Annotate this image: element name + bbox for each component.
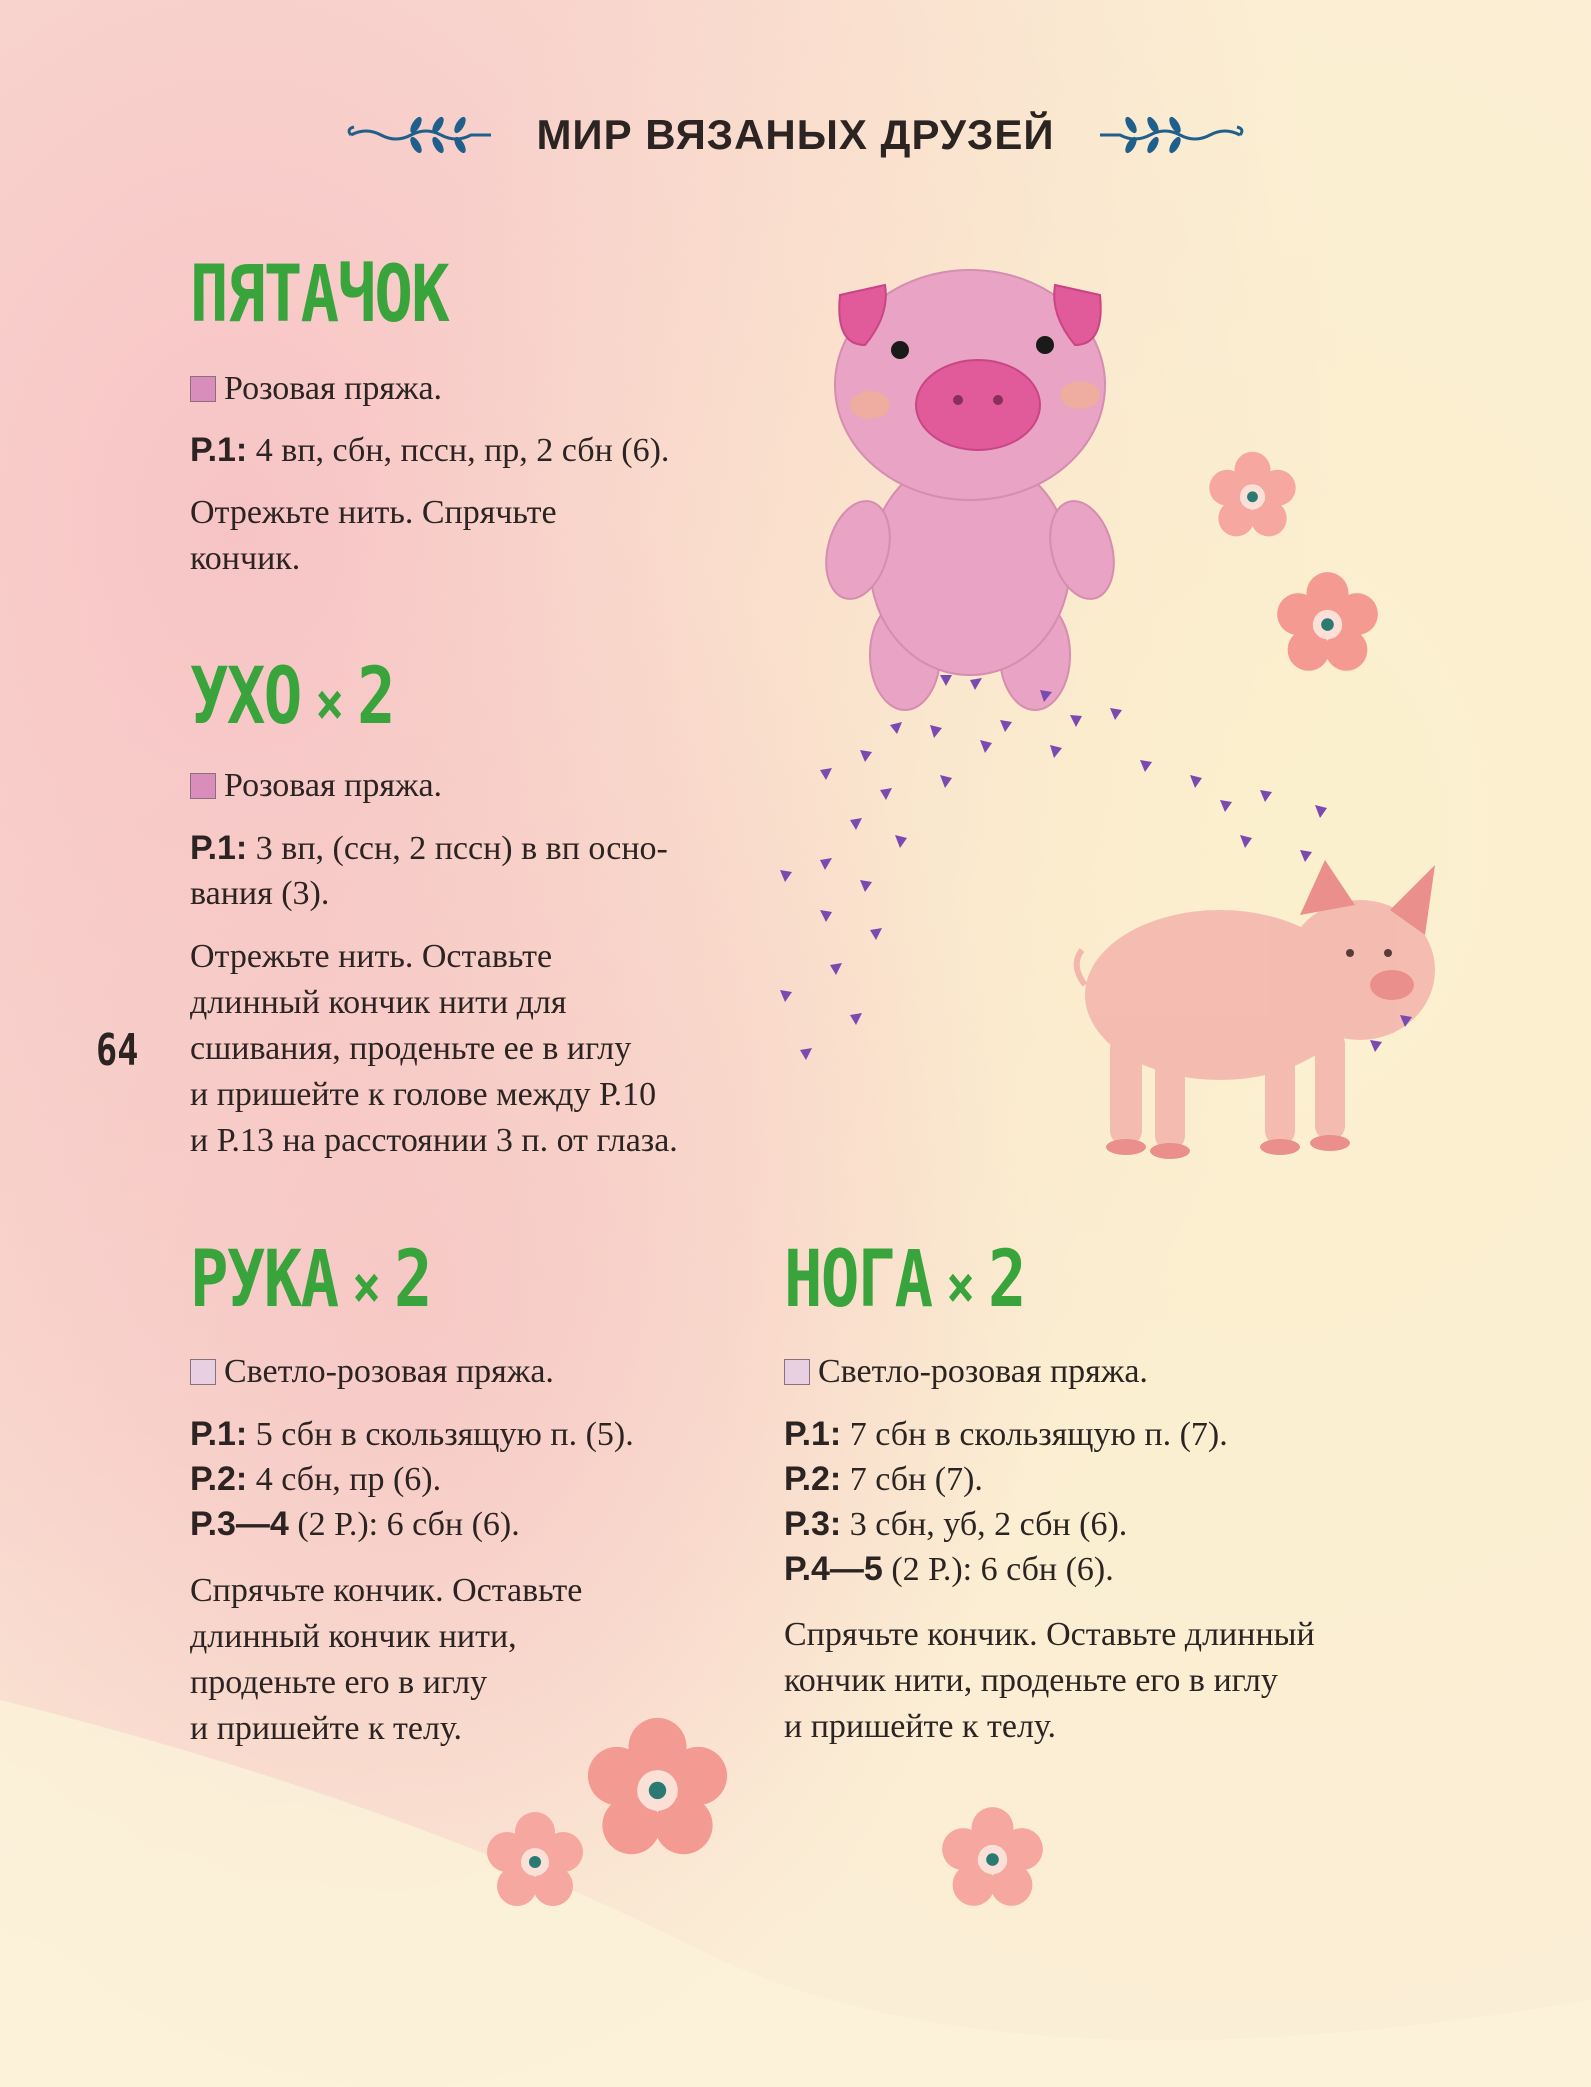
row-line: Р.4—5 (2 Р.): 6 сбн (6). [784,1550,1114,1588]
row-line: Р.1: 7 сбн в скользящую п. (7). [784,1415,1228,1453]
yarn-label: Светло-розовая пряжа. [224,1353,554,1390]
yarn-line-ear [190,767,442,805]
flower-icon [1205,450,1300,540]
yarn-label: Светло-розовая пряжа. [818,1353,1148,1390]
yarn-swatch-light-pink [784,1359,810,1385]
section-title-ear: УХО × 2 [190,652,395,742]
note-ear: Отрежьте нить. Оставьте длинный кончик нити для сшивания, проденьте ее в иглу и пришейте к голове между Р.10 и Р.13 на расстоянии 3 п. от глаза. [190,938,678,1159]
row-line: Р.3—4 (2 Р.): 6 сбн (6). [190,1505,520,1543]
section-title-snout: ПЯТАЧОК [190,250,449,340]
rows-leg [784,1412,1228,1592]
row-line: Р.2: 7 сбн (7). [784,1460,983,1498]
vine-ornament-icon [1095,115,1245,155]
note-snout: Отрежьте нить. Спрячьте кончик. [190,494,557,577]
vine-ornament-icon [346,115,496,155]
flower-icon [940,1805,1045,1910]
yarn-swatch-pink [190,376,216,402]
yarn-line-leg [784,1353,1148,1391]
note-arm: Спрячьте кончик. Оставьте длинный кончик нити, проденьте его в иглу и пришейте к телу. [190,1572,583,1747]
crochet-pig-illustration [810,265,1140,715]
flower-icon [485,1810,585,1910]
confetti-icon [760,670,1440,1070]
yarn-line-arm [190,1353,554,1391]
page-number: 64 [96,1025,139,1076]
rows-arm [190,1412,634,1547]
row-line: вания (3). [190,875,330,912]
yarn-label: Розовая пряжа. [224,370,443,407]
rows-ear [190,826,668,916]
section-title-leg: НОГА × 2 [784,1235,1025,1325]
rows-snout [190,428,669,473]
yarn-swatch-light-pink [190,1359,216,1385]
note-leg: Спрячьте кончик. Оставьте длинный кончик нити, проденьте его в иглу и пришейте к телу. [784,1616,1315,1745]
yarn-swatch-pink [190,773,216,799]
row-line: Р.1: 5 сбн в скользящую п. (5). [190,1415,634,1453]
header-title: МИР ВЯЗАНЫХ ДРУЗЕЙ [536,111,1055,158]
row-line: Р.3: 3 сбн, уб, 2 сбн (6). [784,1505,1128,1543]
section-title-arm: РУКА × 2 [190,1235,431,1325]
flower-icon [585,1715,730,1860]
page-header [0,110,1591,160]
yarn-label: Розовая пряжа. [224,767,443,804]
flower-icon [1275,570,1380,675]
row-line: Р.1: 3 вп, (ссн, 2 пссн) в вп осно- [190,829,668,867]
yarn-line-snout [190,370,442,408]
row-line: Р.2: 4 сбн, пр (6). [190,1460,442,1498]
row-line: Р.1: 4 вп, сбн, пссн, пр, 2 сбн (6). [190,431,670,469]
